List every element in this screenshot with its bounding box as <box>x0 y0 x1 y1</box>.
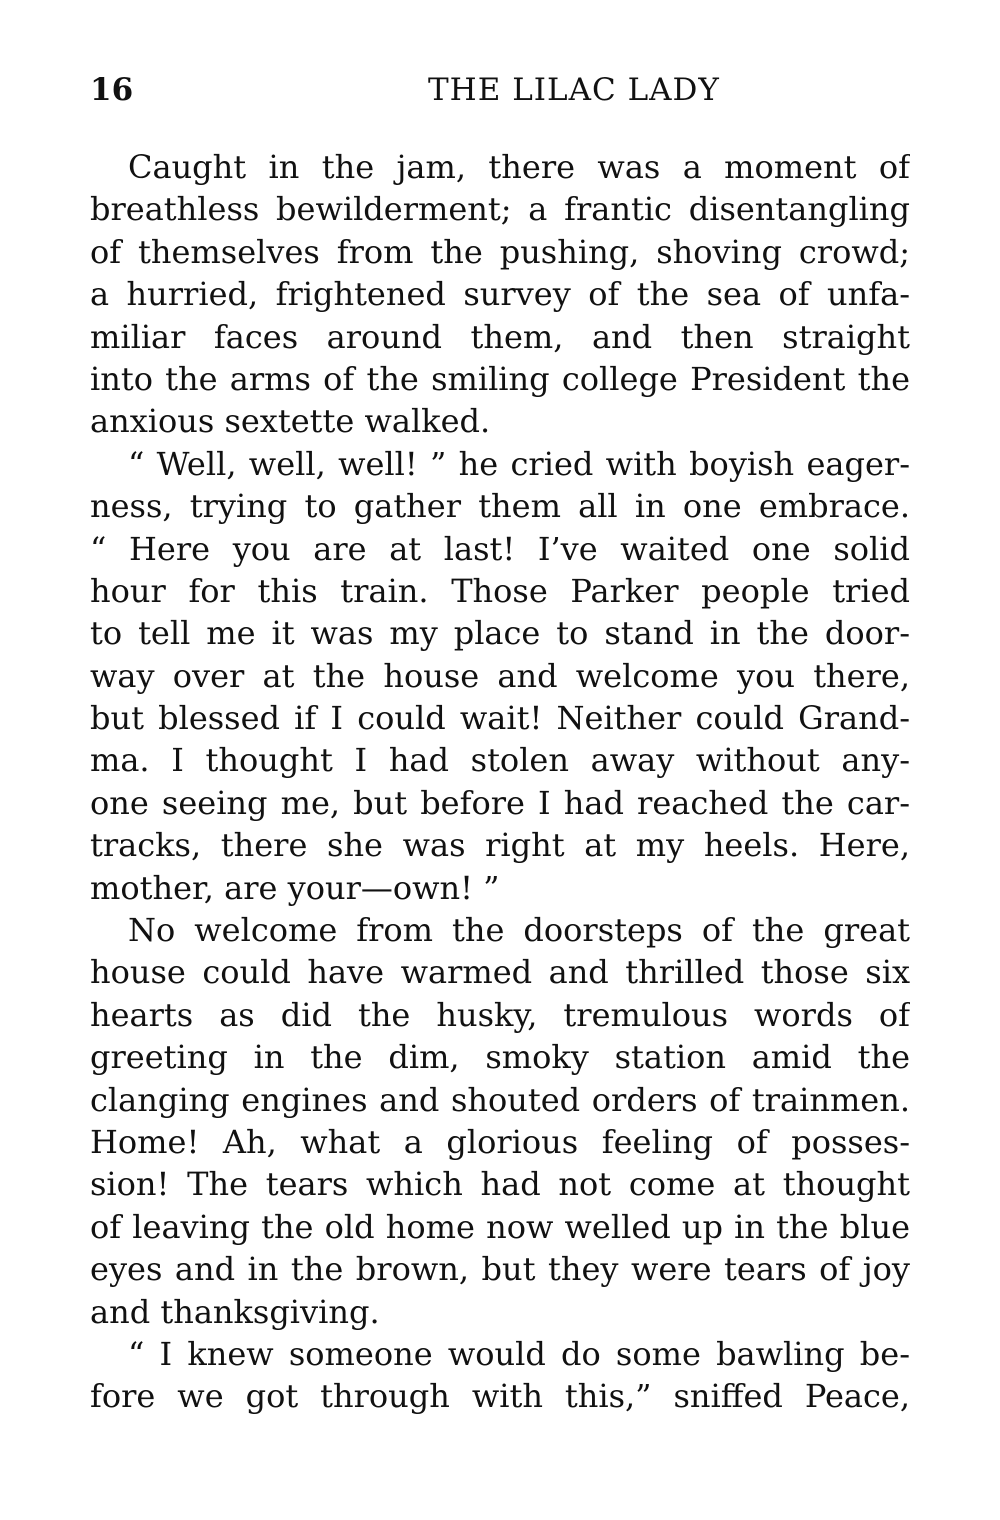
text-line: hearts as did the husky, tremulous words of <box>90 995 910 1034</box>
text-line: one seeing me, but before I had reached the car- <box>90 783 910 822</box>
text-line: of themselves from the pushing, shoving crowd; <box>90 232 910 271</box>
text-line: “ I knew someone would do some bawling be- <box>128 1334 910 1373</box>
text-line: “ Here you are at last! I’ve waited one solid <box>90 529 910 568</box>
page-header <box>90 68 910 112</box>
body-text <box>90 146 910 1418</box>
text-line: greeting in the dim, smoky station amid the <box>90 1038 910 1077</box>
text-line: way over at the house and welcome you there, <box>90 656 910 695</box>
text-line: ness, trying to gather them all in one embrace. <box>90 487 910 526</box>
text-line: miliar faces around them, and then straight <box>90 317 910 356</box>
text-line: anxious sextette walked. <box>90 402 491 441</box>
text-line: Home! Ah, what a glorious feeling of posses- <box>90 1122 910 1161</box>
text-line: and thanksgiving. <box>90 1292 380 1331</box>
text-line: fore we got through with this,” sniffed Peace, <box>90 1377 910 1416</box>
text-line: to tell me it was my place to stand in the door- <box>90 614 910 653</box>
text-line: No welcome from the doorsteps of the great <box>128 911 910 950</box>
text-line: house could have warmed and thrilled those six <box>90 953 910 992</box>
text-line: into the arms of the smiling college President the <box>90 359 910 398</box>
text-line: a hurried, frightened survey of the sea of unfa- <box>90 275 910 314</box>
text-line: tracks, there she was right at my heels. Here, <box>90 826 910 865</box>
text-line: but blessed if I could wait! Neither could Grand- <box>90 699 910 738</box>
text-line: breathless bewilderment; a frantic disentangling <box>90 190 910 229</box>
text-line: sion! The tears which had not come at thought <box>90 1165 910 1204</box>
text-line: Caught in the jam, there was a moment of <box>128 148 910 186</box>
text-line: clanging engines and shouted orders of trainmen. <box>90 1080 910 1119</box>
text-line: ma. I thought I had stolen away without any- <box>90 741 910 780</box>
text-line: hour for this train. Those Parker people tried <box>90 571 910 610</box>
running-title: THE LILAC LADY <box>428 72 720 108</box>
text-line: of leaving the old home now welled up in the blue <box>90 1207 910 1246</box>
text-line: eyes and in the brown, but they were tears of joy <box>90 1250 910 1289</box>
text-line: “ Well, well, well! ” he cried with boyish eager- <box>128 444 910 483</box>
text-line: mother, are your—own! ” <box>90 868 500 907</box>
page-number: 16 <box>90 72 134 108</box>
